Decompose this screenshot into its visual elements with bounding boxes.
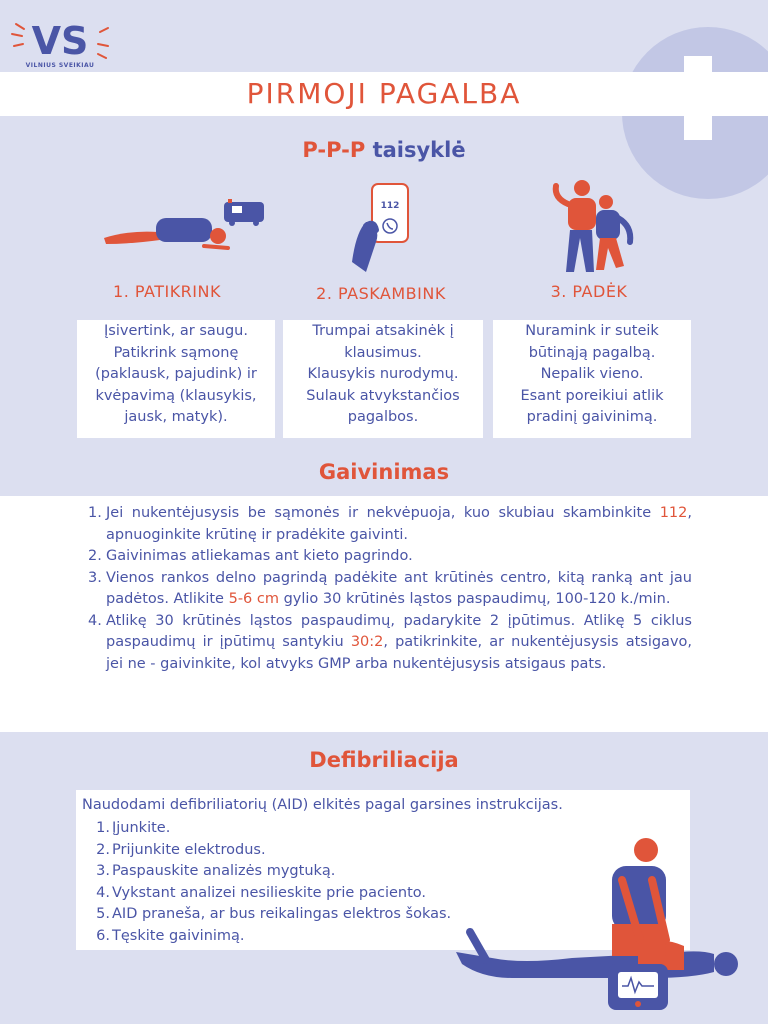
step-text-line: Patikrink sąmonę	[113, 344, 239, 361]
highlight-text: 5-6 cm	[228, 591, 279, 607]
lying-person-ambulance-illustration	[100, 196, 272, 260]
step-text-line: Įsivertink, ar saugu.	[104, 323, 248, 339]
step-text-line: Nuramink ir suteik	[525, 323, 659, 339]
cpr-section-title: Gaivinimas	[318, 460, 450, 484]
list-item-number: 6.	[96, 927, 110, 944]
list-item	[92, 861, 512, 883]
logo	[8, 14, 112, 76]
ppp-acronym: P-P-P	[302, 138, 366, 162]
step-text-line: kvėpavimą (klausykis,	[95, 387, 257, 404]
list-item	[88, 546, 692, 568]
list-item-number: 1.	[88, 505, 102, 521]
step-text-line: pagalbos.	[347, 409, 419, 425]
list-item-text: Atlikę 30 krūtinės ląstos paspaudimų, padarykite 2 įpūtimus. Atlikę 5 ciklus paspaudimų ir įpūtimų santykiu 30:2, patikrinkite, ar nukentėjusysis atsigavo, jei ne - gaivinkite, kol atvyks GMP arba nukentėjusysis atsigaus pats.	[106, 612, 692, 672]
step-text-line: jausk, matyk).	[124, 409, 228, 425]
list-item-text: Vykstant analizei nesilieskite prie paciento.	[112, 884, 427, 901]
list-item-number: 2.	[88, 548, 102, 564]
step-box-help	[493, 320, 691, 438]
step-text-line: pradinį gaivinimą.	[526, 409, 658, 425]
defib-section-title: Defibriliacija	[309, 748, 459, 772]
list-item	[92, 818, 512, 840]
page-title: PIRMOJI PAGALBA	[246, 77, 522, 110]
phone-in-hand-illustration	[346, 182, 412, 274]
step-text-line: klausimus.	[344, 344, 422, 361]
rule-word: taisyklė	[372, 138, 466, 162]
list-item	[88, 503, 692, 546]
defib-steps-list	[92, 818, 512, 947]
list-item-number: 4.	[88, 612, 102, 629]
list-item-text: Gaivinimas atliekamas ant kieto pagrindo.	[106, 548, 413, 564]
logo-initials: VS	[31, 19, 89, 63]
step-text-line: Sulauk atvykstančios	[306, 387, 460, 404]
list-item-text: Jei nukentėjusysis be sąmonės ir nekvėpuoja, kuo skubiau skambinkite 112, apnuoginkite krūtinę ir pradėkite gaivinti.	[106, 505, 692, 543]
step-text-line: Esant poreikiui atlik	[520, 387, 664, 404]
logo-mark	[8, 14, 112, 64]
list-item-number: 1.	[96, 820, 110, 836]
step-text-line: Klausykis nurodymų.	[307, 366, 459, 382]
list-item-number: 3.	[88, 569, 102, 586]
list-item-text: AID praneša, ar bus reikalingas elektros šokas.	[112, 906, 452, 922]
step-text-line: Nepalik vieno.	[540, 366, 644, 382]
cpr-aed-illustration	[452, 832, 748, 1018]
step-label-check: 1. PATIKRINK	[113, 282, 221, 301]
list-item-number: 3.	[96, 863, 110, 879]
step-text-line: Trumpai atsakinėk į	[312, 323, 454, 339]
step-box-check	[77, 320, 275, 438]
list-item	[92, 840, 512, 862]
list-item-text: Prijunkite elektrodus.	[112, 841, 266, 858]
list-item	[88, 568, 692, 611]
list-item-text: Paspauskite analizės mygtuką.	[112, 863, 336, 879]
list-item-text: Tęskite gaivinimą.	[112, 927, 245, 944]
helping-people-illustration	[546, 178, 642, 278]
highlight-text: 30:2	[350, 634, 384, 650]
cpr-instructions-list	[88, 503, 692, 675]
ppp-rule-title	[0, 138, 768, 162]
list-item	[88, 611, 692, 676]
list-item-text: Vienos rankos delno pagrindą padėkite ant krūtinės centro, kitą ranką ant jau padėtos. Atlikite 5-6 cm gylio 30 krūtinės ląstos paspaudimų, 100-120 k./min.	[106, 569, 692, 607]
logo-caption: VILNIUS SVEIKIAU	[25, 62, 95, 69]
step-text-line: būtinąją pagalbą.	[528, 344, 656, 361]
step-text-line: (paklausk, pajudink) ir	[95, 366, 257, 382]
list-item	[92, 926, 512, 948]
step-label-help: 3. PADĖK	[550, 282, 628, 301]
phone-number-text: 112	[380, 201, 400, 211]
defib-intro: Naudodami defibriliatorių (AID) elkitės pagal garsines instrukcijas.	[82, 797, 563, 813]
step-box-call	[283, 320, 483, 438]
list-item-number: 4.	[96, 884, 110, 901]
step-label-call: 2. PASKAMBINK	[316, 284, 446, 303]
list-item	[92, 883, 512, 905]
list-item	[92, 904, 512, 926]
list-item-number: 2.	[96, 841, 110, 858]
list-item-number: 5.	[96, 906, 110, 922]
highlight-text: 112	[659, 505, 688, 521]
list-item-text: Įjunkite.	[112, 820, 171, 836]
